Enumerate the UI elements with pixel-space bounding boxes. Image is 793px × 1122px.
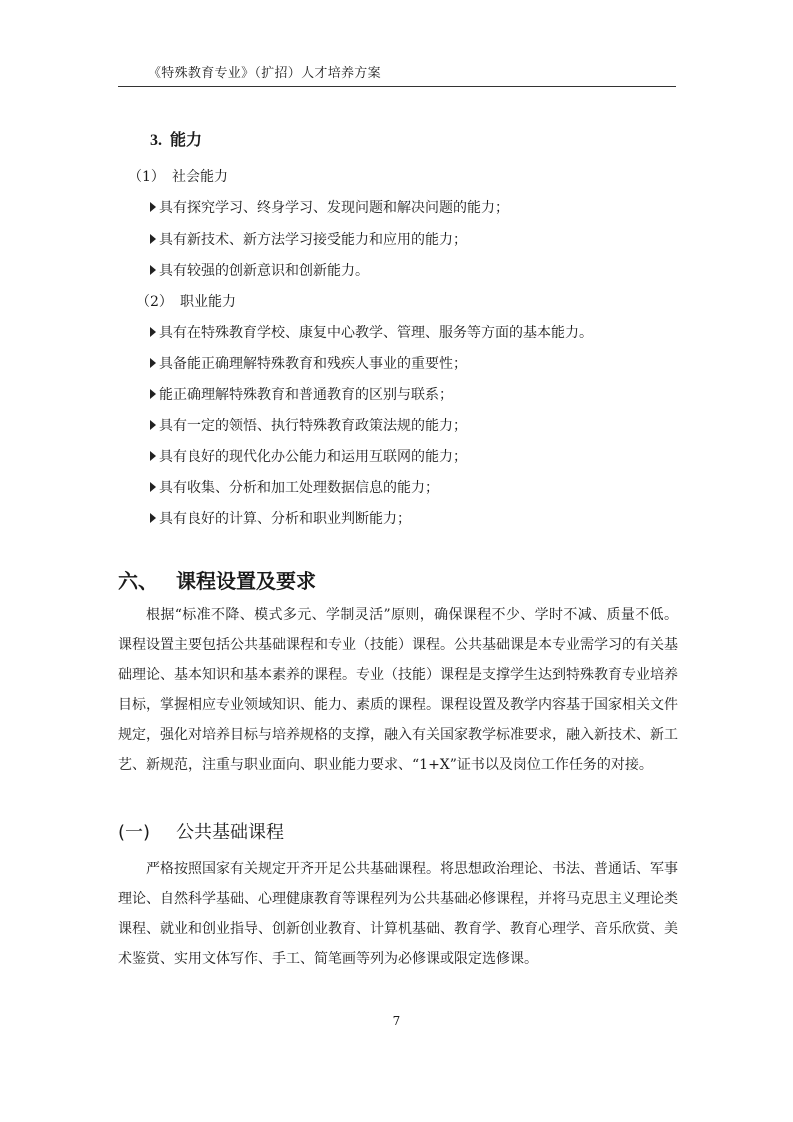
triangle-bullet-icon [150,420,156,430]
triangle-bullet-icon [150,234,156,244]
section-heading-ability [150,127,202,150]
header-divider [118,86,676,87]
subheading-title: 职业能力 [180,294,236,310]
subsection-heading-public-courses [118,818,284,844]
list-item: 具有在特殊教育学校、康复中心教学、管理、服务等方面的基本能力。 [150,322,593,342]
list-item: 具有良好的计算、分析和职业判断能力； [150,508,411,528]
subheading-title: 社会能力 [172,169,228,185]
body-paragraph: 严格按照国家有关规定开齐开足公共基础课程。将思想政治理论、书法、普通话、军事理论、自然科学基础、心理健康教育等课程列为公共基础必修课程，并将马克思主义理论类课程、就业和创业指导、创新创业教育、计算机基础、教育学、教育心理学、音乐欣赏、美术鉴赏、实用文体写作、手工、简笔画等列为必修课或限定选修课。 [118,861,678,967]
triangle-bullet-icon [150,513,156,523]
list-item: 能正确理解特殊教育和普通教育的区别与联系； [150,384,453,404]
subheading-professional [136,291,236,311]
list-item: 具备能正确理解特殊教育和残疾人事业的重要性； [150,353,467,373]
triangle-bullet-icon [150,327,156,337]
chapter-heading-courses [118,565,316,594]
triangle-bullet-icon [150,451,156,461]
triangle-bullet-icon [150,202,156,212]
running-header: 《特殊教育专业》（扩招）人才培养方案 [148,66,381,81]
section-number: 3. [150,132,162,149]
body-paragraph: 根据“标准不降、模式多元、学制灵活”原则，确保课程不少、学时不减、质量不低。课程设置主要包括公共基础课程和专业（技能）课程。公共基础课是本专业需学习的有关基础理论、基本知识和基本素养的课程。专业（技能）课程是支撑学生达到特殊教育专业培养目标，掌握相应专业领域知识、能力、素质的课程。课程设置及教学内容基于国家相关文件规定，强化对培养目标与培养规格的支撑，融入有关国家教学标准要求，融入新技术、新工艺、新规范，注重与职业面向、职业能力要求、“1+X”证书以及岗位工作任务的对接。 [118,607,678,773]
list-item: 具有一定的领悟、执行特殊教育政策法规的能力； [150,415,467,435]
list-item: 具有新技术、新方法学习接受能力和应用的能力； [150,229,467,249]
page-number: 7 [392,1014,401,1028]
chapter-title: 课程设置及要求 [176,569,316,593]
list-item: 具有良好的现代化办公能力和运用互联网的能力； [150,446,467,466]
triangle-bullet-icon [150,482,156,492]
subsection-numeral: (一) [118,822,151,843]
triangle-bullet-icon [150,389,156,399]
subheading-index: （2） [136,294,173,310]
triangle-bullet-icon [150,358,156,368]
list-item: 具有较强的创新意识和创新能力。 [150,260,369,280]
triangle-bullet-icon [150,265,156,275]
subsection-title: 公共基础课程 [176,822,284,843]
chapter-numeral: 六、 [118,569,158,593]
subheading-social [128,166,228,186]
section-title: 能力 [170,130,203,149]
subheading-index: （1） [128,169,165,185]
list-item: 具有收集、分析和加工处理数据信息的能力； [150,477,439,497]
list-item: 具有探究学习、终身学习、发现问题和解决问题的能力； [150,197,509,217]
